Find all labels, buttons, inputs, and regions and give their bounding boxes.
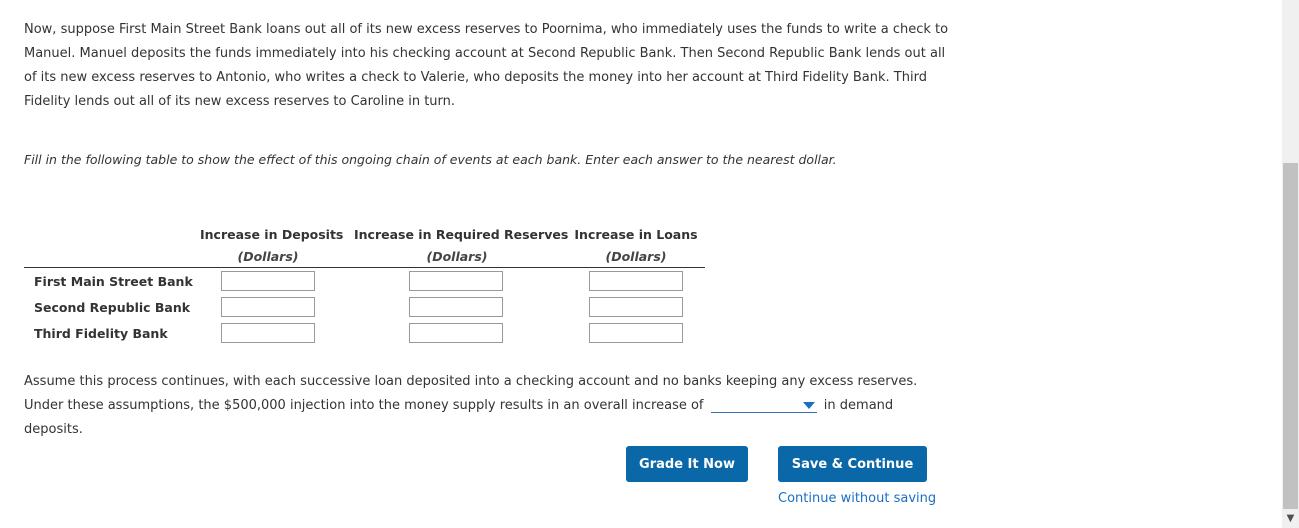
save-and-continue-button[interactable]: Save & Continue xyxy=(778,446,927,482)
grade-it-now-button[interactable]: Grade It Now xyxy=(626,446,748,482)
col-unit-deposits: (Dollars) xyxy=(237,249,299,264)
col-unit-loans: (Dollars) xyxy=(605,249,667,264)
followup-question xyxy=(24,370,954,442)
row-label-first-main-street: First Main Street Bank xyxy=(34,274,193,289)
col-unit-required-reserves: (Dollars) xyxy=(426,249,488,264)
continue-without-saving-link[interactable]: Continue without saving xyxy=(778,491,937,506)
scrollbar-thumb[interactable] xyxy=(1283,163,1298,509)
input-first-required-reserves[interactable] xyxy=(409,271,503,291)
input-third-required-reserves[interactable] xyxy=(409,323,503,343)
input-second-required-reserves[interactable] xyxy=(409,297,503,317)
col-header-required-reserves: Increase in Required Reserves xyxy=(354,227,569,242)
row-label-third-fidelity: Third Fidelity Bank xyxy=(34,326,168,341)
col-header-loans: Increase in Loans xyxy=(574,227,698,242)
input-second-loans[interactable] xyxy=(589,297,683,317)
input-third-deposits[interactable] xyxy=(221,323,315,343)
instruction-text: Fill in the following table to show the effect of this ongoing chain of events at each bank. Enter each answer to the nearest dollar. xyxy=(24,152,837,167)
col-header-deposits: Increase in Deposits xyxy=(200,227,344,242)
table-header-rule xyxy=(24,267,705,268)
followup-text-after: in demand deposits. xyxy=(24,398,894,437)
scroll-down-arrow-icon[interactable]: ▼ xyxy=(1286,513,1295,524)
input-first-deposits[interactable] xyxy=(221,271,315,291)
overall-increase-dropdown[interactable] xyxy=(711,396,817,413)
followup-text-before: Assume this process continues, with each successive loan deposited into a checking account and no banks keeping any excess reserves. Under these assumptions, the $500,000 injection into the money supply results in an overall increase of xyxy=(24,374,918,413)
chevron-down-icon[interactable] xyxy=(803,402,815,409)
row-label-second-republic: Second Republic Bank xyxy=(34,300,191,315)
input-first-loans[interactable] xyxy=(589,271,683,291)
intro-paragraph: Now, suppose First Main Street Bank loans out all of its new excess reserves to Poornima, who immediately uses the funds to write a check to Manuel. Manuel deposits the funds immediately into his checking account at Second Republic Bank. Then Second Republic Bank lends out all of its new excess reserves to Antonio, who writes a check to Valerie, who deposits the money into her account at Third Fidelity Bank. Third Fidelity lends out all of its new excess reserves to Caroline in turn. xyxy=(24,22,949,109)
input-third-loans[interactable] xyxy=(589,323,683,343)
input-second-deposits[interactable] xyxy=(221,297,315,317)
